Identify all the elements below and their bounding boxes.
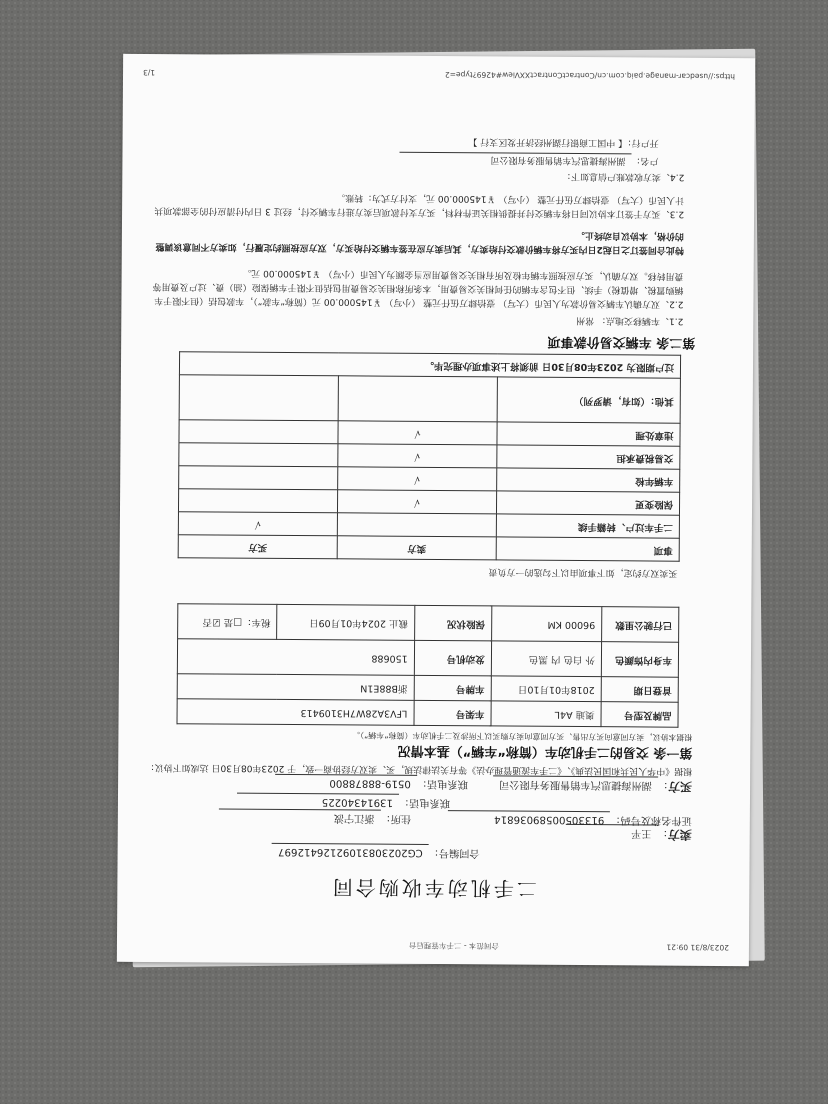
account-bank: 【 中国工商银行湖州经济开发区支行 】 — [468, 136, 623, 148]
article-2-4: 2.4、卖方收款账户信息如下： — [561, 170, 685, 182]
seller-id-value: 91330500589036814 — [448, 810, 610, 825]
seller-id-row: 证件名称及号码：91330500589036814 住所：浙江宁波 — [148, 808, 692, 826]
table-row: 交易税费承担 √ — [179, 443, 680, 469]
print-timestamp: 2023/8/31 09:21 — [666, 942, 729, 953]
seller-name-row: 卖方：王平 — [148, 821, 692, 842]
transfer-deadline: 过户期限为 2023年08月30日 前须将上述事项办理完毕。 — [179, 352, 680, 378]
account-name: 湖州海捷思汽车销售服务有限公司 — [399, 151, 631, 165]
contract-page — [117, 54, 755, 966]
buyer-name: 湖州海捷思汽车销售服务有限公司 — [493, 776, 658, 791]
contract-document — [117, 54, 755, 966]
article-2-1: 2.1、车辆移交地点： 常州 — [576, 314, 684, 326]
seller-address: 浙江宁波 — [219, 809, 381, 824]
document-title: 二手机动车收购合同 — [329, 875, 537, 901]
table-row: 事项 卖方 买方 — [178, 535, 679, 561]
print-header — [137, 940, 729, 953]
table-row: 车身内饰颜色 外 白色 内 黑色 发动机号 150688 — [177, 639, 678, 677]
vehicle-info-table — [176, 603, 679, 728]
contract-number-value: CG20230831092126412697 — [272, 843, 429, 858]
table-row: 首登日期 2018年01月10日 车牌号 浙B88E1N — [177, 674, 678, 702]
article-1-intro: 根据本协议，卖方同意向买方出售、买方同意向卖方购买以下所涉及二手机动车（简称“车辆”）。 — [352, 730, 693, 742]
contract-number: 合同编号：CG20230831092126412697 — [148, 842, 480, 858]
table-row: 保险变更 √ — [178, 489, 679, 515]
seller-phone-row: 联系电话：13914340225 — [148, 792, 450, 808]
table-row: 其他：（如有，请罗列） — [179, 375, 680, 423]
article-2-3: 2.3、买方于签订本协议同日将车辆交付并提供相关证件材料，买方支付款项后卖方进行车辆交付，经过 3 日内付清应付的全部款项共计人民币（大写） 壹拾肆万伍仟元整 （小写） ￥145000.00 元，支付方式为：转账。 — [154, 192, 685, 219]
article-2-2: 2.2、双方确认车辆交易价款为人民币（大写） 壹拾肆万伍仟元整 （小写） ￥145000.00 元（简称“车款”），车款包括（但不限于车辆购置税、增值税）手续、但不包含车辆的任何相关交易费用，本条所称相关交易费用包括但不限于车辆保险（油）费、过户及费用等费用转移。双方确认，买方应按照车辆年检及所有相关交易费用应当金额为人民币（小写） ￥145000.00 元。 — [152, 267, 684, 309]
print-footer — [143, 68, 735, 82]
seller-name: 王平 — [566, 824, 658, 838]
table-row: 二手车过户、转籍手续 √ — [178, 512, 679, 538]
account-bank-row: 开户行：【 中国工商银行湖州经济开发区支行 】 — [468, 136, 659, 148]
buyer-phone: 0519-88878800 — [275, 774, 417, 789]
account-name-row: 户名：湖州海捷思汽车销售服务有限公司 — [152, 150, 658, 166]
article-2-note: 特此合同签订之日起2日内买方将车辆价款交付给卖方，其后卖方应在签车辆交付给买方，双方应按照约定履行，如卖方不同意该调整的价格，本协议自动终止。 — [155, 230, 684, 255]
seller-label: 卖方 — [667, 827, 692, 842]
article-1-title: 第一条 交易的二手机动车（简称“车辆”）基本情况 — [397, 742, 693, 760]
article-2-title: 第二条 车辆交易价款事项 — [547, 333, 696, 350]
table-row: 车辆年检 √ — [179, 466, 680, 492]
responsibility-intro: 买卖双方约定，如下事项由以下勾选的一方负责 — [488, 566, 678, 578]
responsibility-table — [178, 351, 681, 561]
buyer-label: 买方 — [668, 779, 693, 794]
page-number: 1/3 — [143, 68, 156, 78]
table-row — [179, 352, 680, 378]
page-url: https://usedcar-manage.paiq.com.cn/ContractContractXXView#4269?type=2 — [444, 70, 736, 82]
table-row: 品牌及型号 奥迪 A4L 车架号 LFV3A28W7H3109413 — [177, 699, 678, 727]
table-row: 已行驶公里数 96000 KM 保险状况 截止 2024年01月09日 税车：□是 ☑否 — [178, 604, 679, 642]
print-header-title: 合同范本 - 二手车管理后台 — [408, 940, 499, 951]
seller-phone: 13914340225 — [237, 793, 399, 808]
buyer-row: 买方：湖州海捷思汽车销售服务有限公司 联系电话：0519-88878800 — [148, 773, 692, 794]
table-row: 违章处理 √ — [179, 420, 680, 446]
contract-preamble: 根据《中华人民共和国民法典》、《二手车流通管理办法》等有关法律法规，买、卖双方经协商一致，于 2023年08月30日 达成如下协议： — [145, 761, 693, 776]
